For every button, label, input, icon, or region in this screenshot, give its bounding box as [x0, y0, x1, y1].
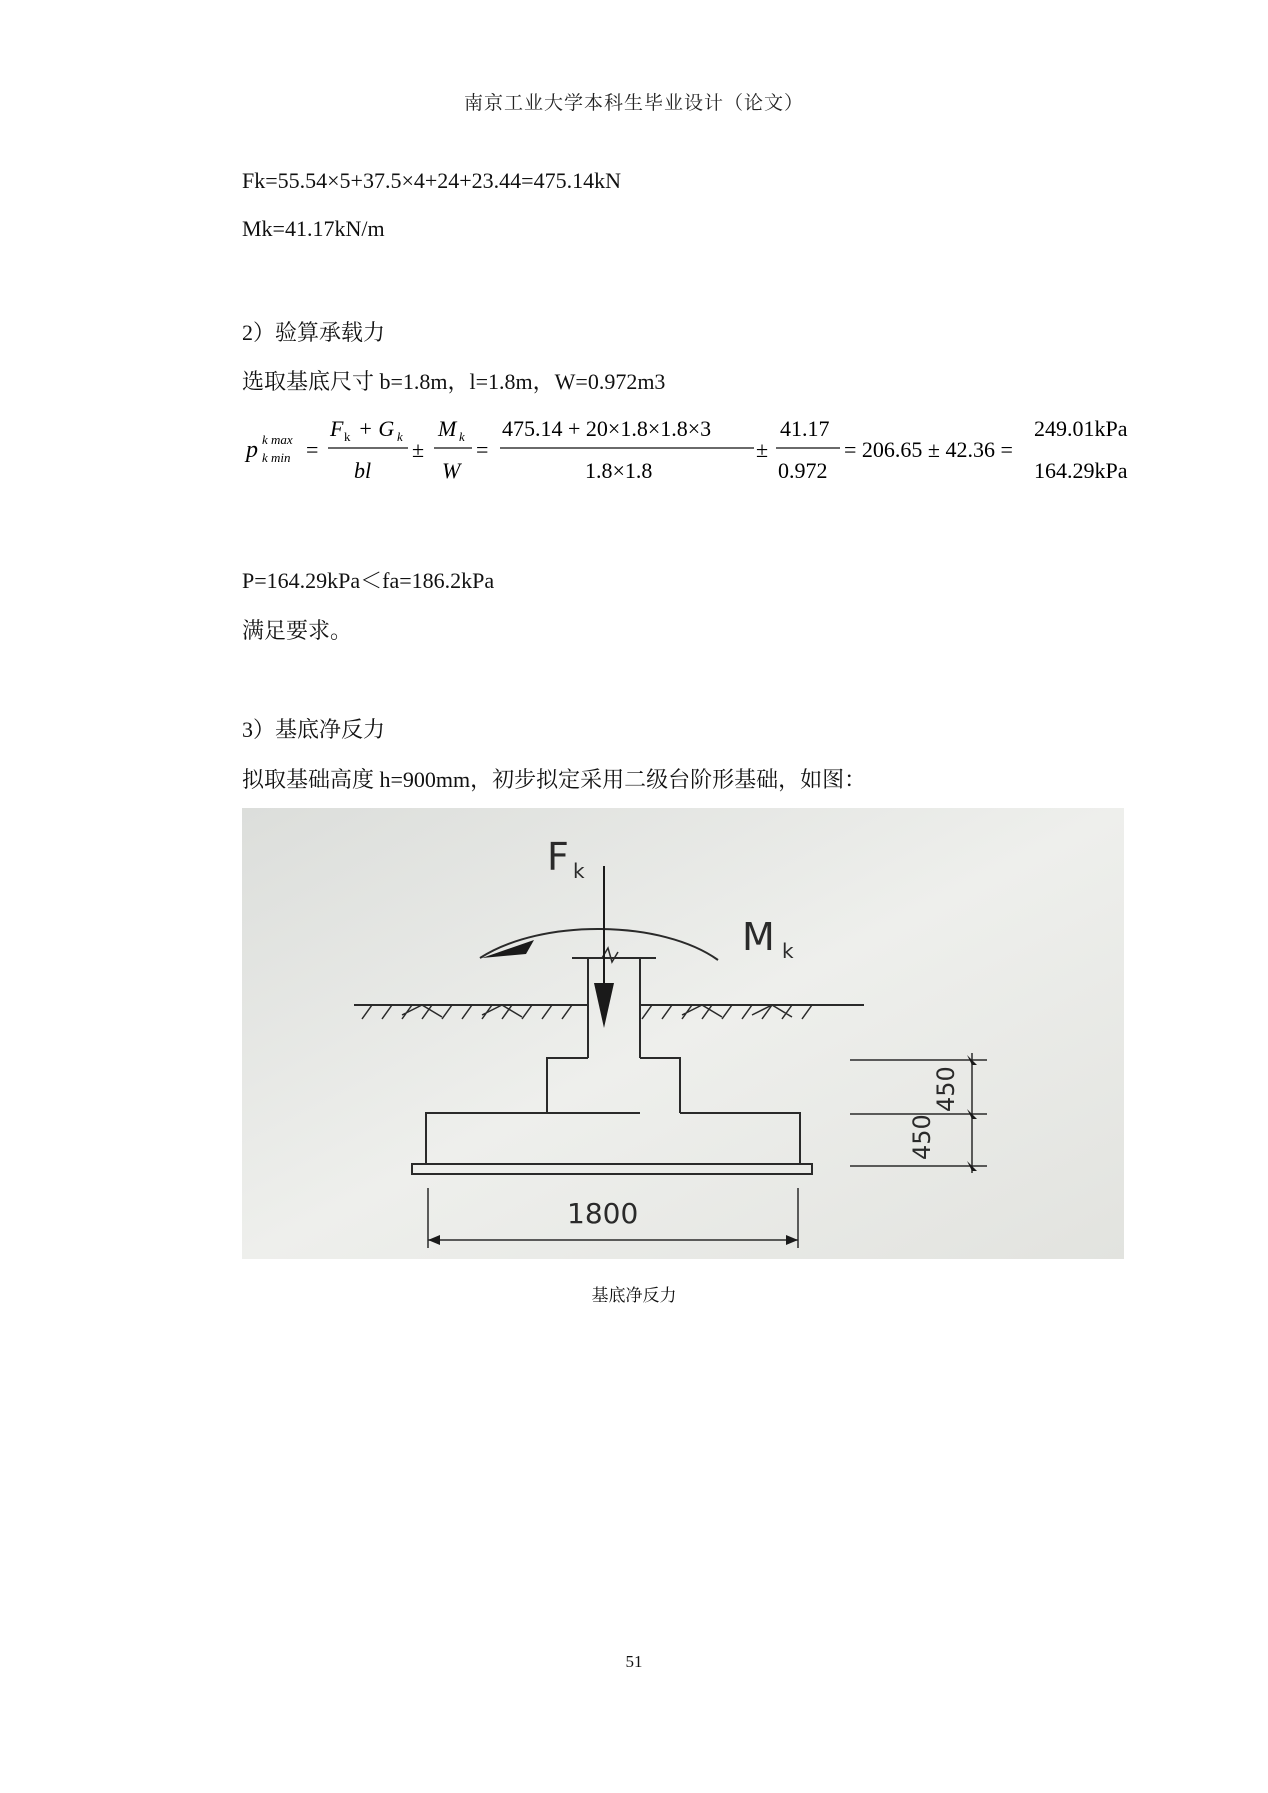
mk-equation: Mk=41.17kN/m — [242, 216, 385, 241]
lower-step-height-label: 450 — [908, 1114, 936, 1160]
frac1-denominator: bl — [354, 458, 372, 483]
result-max: 249.01kPa — [1034, 416, 1128, 441]
frac3-denominator: 1.8×1.8 — [585, 458, 653, 483]
upper-step-height-label: 450 — [932, 1066, 960, 1112]
formula-pm-2: ± — [756, 437, 769, 462]
formula-lhs-sup-bottom: k min — [262, 450, 291, 465]
formula-lhs-p: p — [246, 437, 258, 463]
page-header: 南京工业大学本科生毕业设计（论文） — [463, 93, 804, 114]
frac1-numerator-sub1: k — [344, 429, 351, 444]
frac4-denominator: 0.972 — [778, 458, 828, 483]
figure-caption: 基底净反力 — [591, 1286, 677, 1305]
formula-mid-expression: = 206.65 ± 42.36 = — [844, 437, 1013, 462]
bearing-pressure-formula — [240, 410, 1140, 490]
figure-background — [242, 808, 1124, 1259]
width-dimension-label: 1800 — [567, 1197, 639, 1230]
frac3-numerator: 475.14 + 20×1.8×1.8×3 — [502, 416, 712, 441]
frac2-denominator: W — [442, 458, 461, 483]
force-label: F — [547, 835, 569, 879]
frac1-numerator-f: F — [330, 416, 344, 441]
stepped-foundation-figure — [242, 808, 1124, 1259]
frac4-numerator: 41.17 — [780, 416, 830, 441]
section-heading-bearing-check: 2）验算承载力 — [242, 320, 386, 345]
fk-equation: Fk=55.54×5+37.5×4+24+23.44=475.14kN — [242, 168, 621, 193]
pressure-check-line: P=164.29kPa＜fa=186.2kPa — [242, 568, 495, 593]
base-dimensions-line: 选取基底尺寸 b=1.8m，l=1.8m，W=0.972m3 — [242, 369, 666, 394]
foundation-height-line: 拟取基础高度 h=900mm，初步拟定采用二级台阶形基础，如图： — [242, 767, 867, 792]
result-min: 164.29kPa — [1034, 458, 1128, 483]
page-number: 51 — [625, 1652, 643, 1671]
moment-label: M — [742, 915, 775, 959]
frac1-numerator-sub2: k — [397, 429, 403, 444]
formula-pm-1: ± — [412, 437, 425, 462]
formula-eq-1: = — [306, 437, 319, 462]
requirement-satisfied-line: 满足要求。 — [242, 618, 353, 643]
frac2-numerator-sub: k — [459, 429, 465, 444]
frac1-numerator-g: + G — [358, 416, 395, 441]
force-label-sub: k — [573, 859, 585, 883]
moment-label-sub: k — [782, 939, 794, 963]
formula-lhs-sup-top: k max — [262, 432, 293, 447]
frac2-numerator-m: M — [438, 416, 457, 441]
section-heading-net-reaction: 3）基底净反力 — [242, 717, 386, 742]
formula-eq-2: = — [476, 437, 489, 462]
